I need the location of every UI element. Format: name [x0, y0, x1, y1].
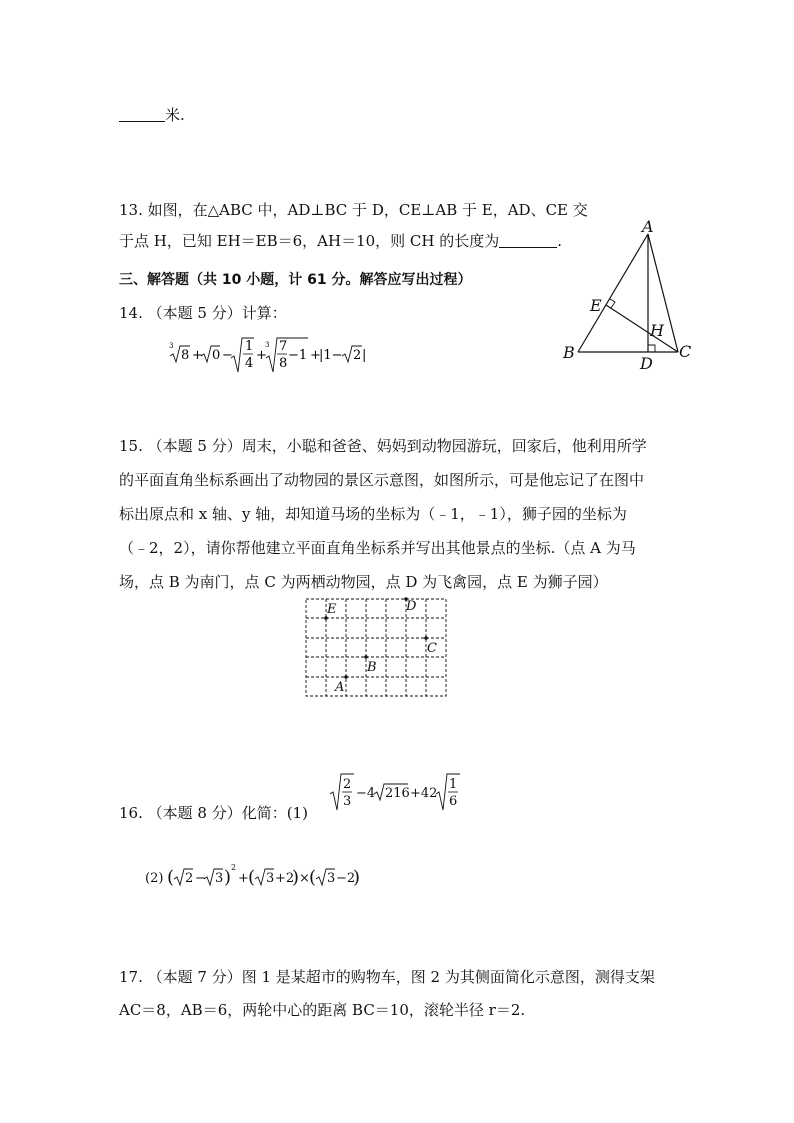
frac-den: 3	[343, 794, 352, 809]
radicand-2: 2	[353, 348, 362, 363]
q16-title: 16. （本题 8 分）化简：(1)	[119, 804, 308, 822]
plus-sign: +	[256, 348, 267, 363]
coef: −4	[356, 786, 376, 801]
label-d: D	[640, 354, 653, 373]
abs-part: |1−	[319, 348, 343, 363]
svg-text:+: +	[238, 871, 249, 886]
plus-two: +2	[275, 871, 295, 886]
svg-text:−: −	[195, 871, 206, 886]
svg-text:(: (	[167, 867, 175, 888]
radicand: 216	[385, 786, 410, 801]
svg-text:): )	[224, 867, 232, 888]
q17-line2: AC＝8，AB＝6，两轮中心的距离 BC＝10，滚轮半径 r＝2.	[119, 1001, 526, 1019]
frac-num: 2	[343, 777, 352, 792]
q14-title: 14. （本题 5 分）计算：	[119, 304, 287, 322]
root-index: 3	[265, 341, 270, 349]
zoo-grid-map	[300, 593, 452, 703]
q15-line3: 标出原点和 x 轴、y 轴，却知道马场的坐标为（﹣1，﹣1），狮子园的坐标为	[119, 505, 627, 523]
point-c	[424, 636, 428, 640]
q15-line2: 的平面直角坐标系画出了动物园的景区示意图，如图所示，可是他忘记了在图中	[119, 471, 645, 489]
svg-text:(: (	[248, 867, 256, 888]
label-h: H	[650, 321, 664, 340]
svg-text:): )	[353, 867, 361, 888]
q15-line5: 场，点 B 为南门，点 C 为两栖动物园，点 D 为飞禽园，点 E 为狮子园）	[119, 573, 608, 591]
label-e: E	[590, 296, 602, 315]
q12-answer-line	[119, 104, 185, 125]
answer-blank	[119, 107, 165, 122]
label-b: B	[367, 660, 377, 675]
section-heading: 三、解答题（共 10 小题，计 61 分。解答应写出过程）	[119, 272, 472, 288]
minus-two: −2	[336, 871, 356, 886]
segment-ce	[606, 305, 678, 352]
svg-text:): )	[292, 867, 300, 888]
q14-expression	[168, 334, 368, 376]
minus-one: −1	[288, 348, 308, 363]
frac-den: 8	[279, 356, 288, 371]
frac-num: 1	[245, 339, 254, 354]
frac-den: 6	[449, 794, 458, 809]
label-c: C	[427, 641, 437, 656]
minus-sign: −	[222, 348, 233, 363]
q13-line1: 13. 如图，在△ABC 中，AD⊥BC 于 D，CE⊥AB 于 E，AD、CE 交	[119, 201, 588, 219]
q13-line2-text: 于点 H，已知 EH＝EB＝6，AH＝10，则 CH 的长度为	[119, 232, 500, 250]
label-c: C	[679, 342, 692, 361]
exponent: 2	[231, 863, 237, 872]
q13-line2	[119, 230, 562, 251]
right-angle-mark-d	[648, 345, 655, 352]
point-a	[344, 675, 348, 679]
label-e: E	[327, 602, 337, 617]
q17-line1: 17. （本题 7 分）图 1 是某超市的购物车，图 2 为其侧面简化示意图，测得支架	[119, 968, 655, 986]
frac-num: 1	[449, 777, 458, 792]
q13-line2-end: .	[557, 232, 563, 250]
label-a: A	[642, 217, 654, 236]
point-b	[364, 655, 368, 659]
radicand: 3	[327, 871, 336, 886]
part-label: (2)	[145, 871, 164, 886]
frac-den: 4	[245, 356, 254, 371]
root-index: 3	[169, 342, 174, 350]
label-d: D	[406, 599, 417, 614]
abs-end: |	[362, 348, 367, 363]
triangle-figure	[558, 216, 698, 376]
label-a: A	[335, 680, 345, 695]
right-angle-mark-e	[610, 299, 615, 308]
q12-unit: 米.	[165, 106, 185, 124]
coef: +42	[410, 786, 438, 801]
radicand: 2	[185, 871, 194, 886]
label-b: B	[563, 343, 575, 362]
q16-part2-expression	[145, 860, 365, 894]
segment-ab	[578, 234, 648, 352]
plus-sign: +	[310, 348, 321, 363]
frac-num: 7	[279, 339, 288, 354]
svg-text:×: ×	[299, 871, 310, 886]
radicand: 3	[266, 871, 275, 886]
plus-sign: +	[192, 348, 203, 363]
svg-text:(: (	[309, 867, 317, 888]
radicand-8: 8	[181, 348, 190, 363]
answer-blank	[499, 233, 557, 248]
radicand: 3	[215, 871, 224, 886]
q16-part1-expression	[328, 770, 468, 818]
radicand-0: 0	[212, 348, 221, 363]
q15-line4: （﹣2，2），请你帮他建立平面直角坐标系并写出其他景点的坐标.（点 A 为马	[119, 539, 636, 557]
q15-line1: 15. （本题 5 分）周末，小聪和爸爸、妈妈到动物园游玩，回家后，他利用所学	[119, 437, 647, 455]
